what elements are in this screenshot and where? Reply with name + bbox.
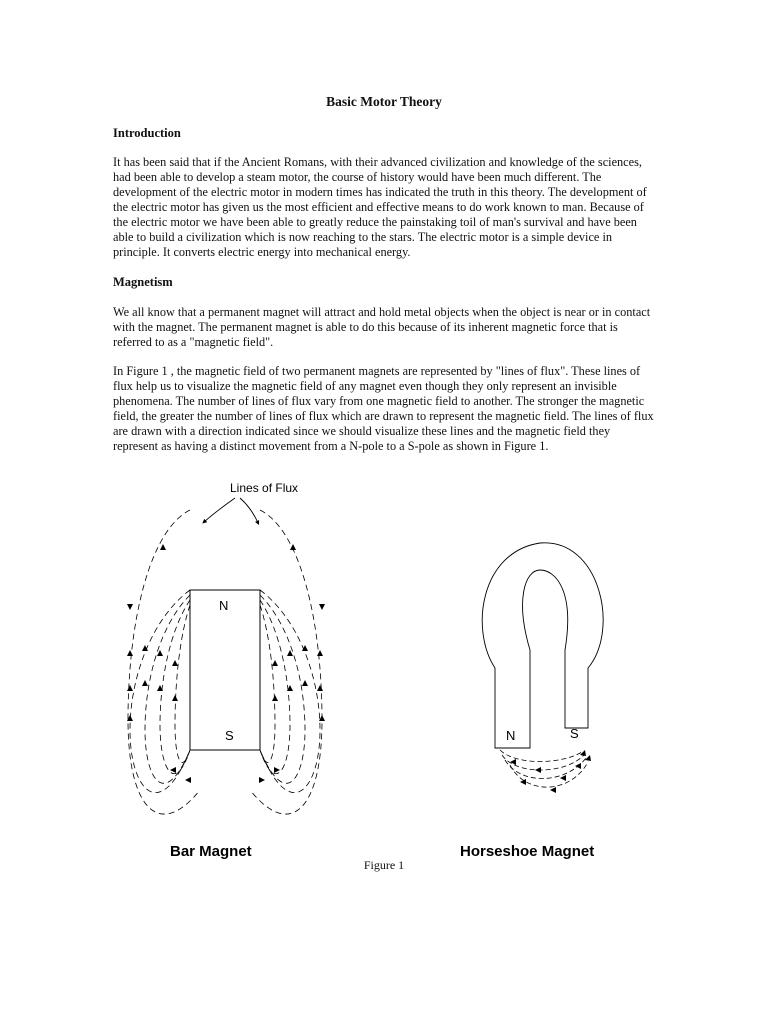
paragraph-introduction: It has been said that if the Ancient Romans, with their advanced civilization and knowledge of the sciences, had been able to develop a steam motor, the course of history would have been much different. The development of the electric motor in modern times has indicated the truth in this theory. The development of the electric motor has given us the most efficient and effective means to do work known to man. Because of the electric motor we have been able to greatly reduce the painstaking toil of man's survival and have been able to build a civilization which is now reaching to the stars. The electric motor is a simple device in principle. It converts electric energy into mechanical energy. [113,155,647,259]
section-heading-magnetism: Magnetism [113,275,173,289]
paragraph-magnetism-1: We all know that a permanent magnet will attract and hold metal objects when the object is near or in contact with the magnet. The permanent magnet is able to do this because of its inherent magnetic force that is referred to as a "magnetic field". [113,305,651,349]
bar-south-pole: S [225,728,234,743]
paragraph-magnetism-2: In Figure 1 , the magnetic field of two permanent magnets are represented by "lines of flux". These lines of flux help us to visualize the magnetic field of any magnet even though they only represent an invisible phenomena. The number of lines of flux vary from one magnetic field to another. The stronger the magnetic field, the greater the number of lines of flux which are drawn to represent the magnetic field. The lines of flux are drawn with a direction indicated since we should visualize these lines and the magnetic field they represent as having a distinct movement from a N-pole to a S-pole as shown in Figure 1. [113,364,654,453]
bar-flux-lines-left [128,510,200,814]
horseshoe-south-pole: S [570,726,579,741]
figure-1 [120,470,660,870]
magnet-diagram [120,470,660,870]
flux-label: Lines of Flux [230,481,299,495]
document-title: Basic Motor Theory [326,94,442,109]
section-heading-introduction: Introduction [113,126,181,140]
bar-magnet-label: Bar Magnet [170,843,252,860]
horseshoe-flux-lines [500,750,588,787]
flux-pointer-right [240,498,258,523]
figure-caption: Figure 1 [363,858,405,872]
flux-pointer-left [204,498,235,522]
horseshoe-magnet-label: Horseshoe Magnet [460,843,595,860]
bar-north-pole: N [219,598,229,613]
bar-magnet [190,590,260,750]
horseshoe-magnet [482,543,603,748]
horseshoe-north-pole: N [506,728,516,743]
horseshoe-flux-arrows [510,750,591,793]
bar-flux-lines-right [250,510,322,814]
